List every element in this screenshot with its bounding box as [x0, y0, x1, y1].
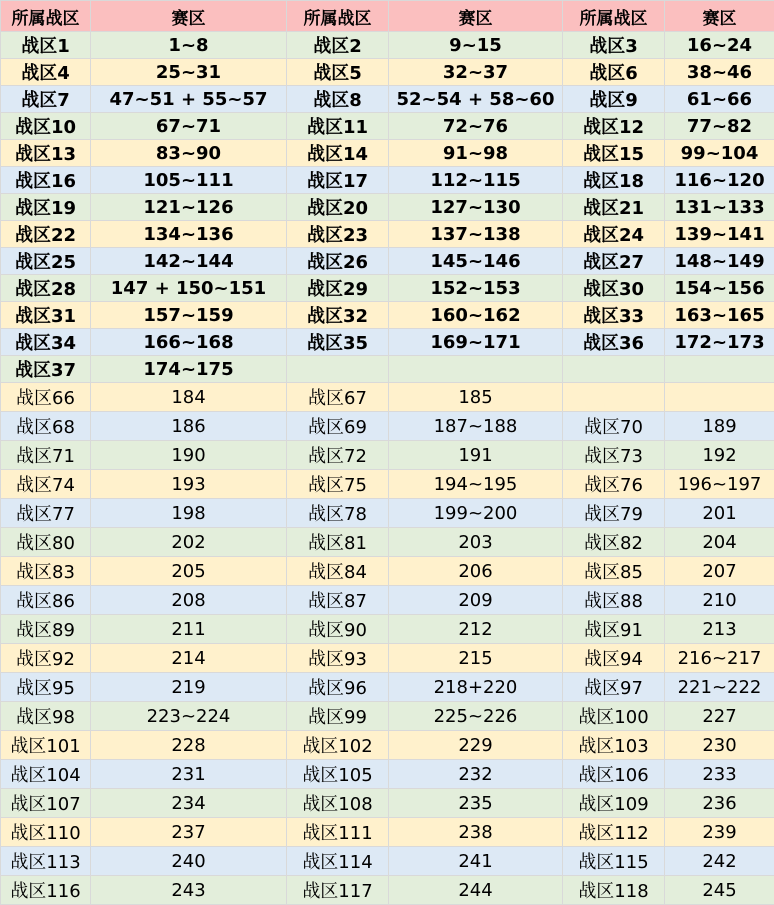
zone-cell: 战区71	[1, 441, 91, 470]
zone-cell: 战区83	[1, 557, 91, 586]
division-cell: 160~162	[389, 302, 563, 329]
zone-cell: 战区100	[563, 702, 665, 731]
header-row	[1, 1, 774, 32]
zone-cell: 战区91	[563, 615, 665, 644]
zone-cell: 战区113	[1, 847, 91, 876]
zone-cell: 战区75	[287, 470, 389, 499]
division-cell: 205	[91, 557, 287, 586]
zone-cell: 战区89	[1, 615, 91, 644]
table-row	[1, 113, 774, 140]
zone-cell: 战区17	[287, 167, 389, 194]
division-cell: 245	[665, 876, 774, 905]
table-row	[1, 140, 774, 167]
zone-cell: 战区12	[563, 113, 665, 140]
zone-cell: 战区116	[1, 876, 91, 905]
zone-cell: 战区31	[1, 302, 91, 329]
table-row	[1, 644, 774, 673]
zone-cell: 战区13	[1, 140, 91, 167]
division-cell: 238	[389, 818, 563, 847]
zone-cell	[563, 383, 665, 412]
zone-cell: 战区24	[563, 221, 665, 248]
division-cell: 152~153	[389, 275, 563, 302]
header-division: 赛区	[91, 1, 287, 32]
division-cell: 236	[665, 789, 774, 818]
zone-cell: 战区7	[1, 86, 91, 113]
zone-cell: 战区114	[287, 847, 389, 876]
zone-cell: 战区37	[1, 356, 91, 383]
zone-cell	[563, 356, 665, 383]
division-cell: 91~98	[389, 140, 563, 167]
table-row	[1, 86, 774, 113]
division-cell: 169~171	[389, 329, 563, 356]
zone-cell: 战区90	[287, 615, 389, 644]
division-cell: 142~144	[91, 248, 287, 275]
division-cell: 186	[91, 412, 287, 441]
zone-cell: 战区103	[563, 731, 665, 760]
zone-cell: 战区87	[287, 586, 389, 615]
table-row	[1, 441, 774, 470]
zone-cell: 战区14	[287, 140, 389, 167]
division-cell: 16~24	[665, 32, 774, 59]
table-row	[1, 615, 774, 644]
zone-cell: 战区19	[1, 194, 91, 221]
zone-cell: 战区27	[563, 248, 665, 275]
table-body	[1, 32, 774, 905]
division-cell: 244	[389, 876, 563, 905]
zone-cell: 战区110	[1, 818, 91, 847]
division-cell: 228	[91, 731, 287, 760]
division-cell: 221~222	[665, 673, 774, 702]
header-division: 赛区	[389, 1, 563, 32]
zone-cell: 战区85	[563, 557, 665, 586]
division-cell: 47~51 + 55~57	[91, 86, 287, 113]
zone-cell: 战区67	[287, 383, 389, 412]
table-row	[1, 760, 774, 789]
table-row	[1, 586, 774, 615]
zone-cell: 战区104	[1, 760, 91, 789]
division-cell: 61~66	[665, 86, 774, 113]
zone-cell: 战区4	[1, 59, 91, 86]
zone-cell: 战区30	[563, 275, 665, 302]
division-cell: 174~175	[91, 356, 287, 383]
zone-cell: 战区28	[1, 275, 91, 302]
division-cell: 154~156	[665, 275, 774, 302]
zone-cell: 战区92	[1, 644, 91, 673]
zone-cell: 战区26	[287, 248, 389, 275]
table-row	[1, 702, 774, 731]
table-row	[1, 383, 774, 412]
division-cell: 172~173	[665, 329, 774, 356]
zone-cell: 战区22	[1, 221, 91, 248]
zone-cell: 战区101	[1, 731, 91, 760]
division-cell: 187~188	[389, 412, 563, 441]
header-zone: 所属战区	[1, 1, 91, 32]
division-cell: 206	[389, 557, 563, 586]
division-cell: 193	[91, 470, 287, 499]
division-cell: 223~224	[91, 702, 287, 731]
zone-cell: 战区97	[563, 673, 665, 702]
division-cell: 208	[91, 586, 287, 615]
division-cell: 1~8	[91, 32, 287, 59]
division-cell: 215	[389, 644, 563, 673]
zone-cell: 战区18	[563, 167, 665, 194]
division-cell: 145~146	[389, 248, 563, 275]
zone-cell: 战区99	[287, 702, 389, 731]
division-cell: 134~136	[91, 221, 287, 248]
division-cell: 240	[91, 847, 287, 876]
division-cell: 38~46	[665, 59, 774, 86]
division-cell: 210	[665, 586, 774, 615]
division-cell: 231	[91, 760, 287, 789]
table-row	[1, 194, 774, 221]
division-cell: 52~54 + 58~60	[389, 86, 563, 113]
zone-cell: 战区80	[1, 528, 91, 557]
division-cell: 235	[389, 789, 563, 818]
table-row	[1, 673, 774, 702]
zone-cell: 战区1	[1, 32, 91, 59]
table-row	[1, 499, 774, 528]
division-cell: 237	[91, 818, 287, 847]
zone-cell: 战区77	[1, 499, 91, 528]
division-cell: 218+220	[389, 673, 563, 702]
zone-cell: 战区10	[1, 113, 91, 140]
table-row	[1, 221, 774, 248]
division-cell: 131~133	[665, 194, 774, 221]
zone-cell: 战区74	[1, 470, 91, 499]
division-cell: 241	[389, 847, 563, 876]
division-cell: 192	[665, 441, 774, 470]
division-cell: 201	[665, 499, 774, 528]
zone-cell: 战区2	[287, 32, 389, 59]
division-cell: 184	[91, 383, 287, 412]
table-row	[1, 32, 774, 59]
zone-cell: 战区109	[563, 789, 665, 818]
zone-cell: 战区6	[563, 59, 665, 86]
division-cell: 116~120	[665, 167, 774, 194]
zone-cell: 战区11	[287, 113, 389, 140]
zone-cell: 战区106	[563, 760, 665, 789]
zone-cell: 战区68	[1, 412, 91, 441]
division-cell: 243	[91, 876, 287, 905]
zone-cell: 战区94	[563, 644, 665, 673]
division-cell: 121~126	[91, 194, 287, 221]
zone-cell: 战区21	[563, 194, 665, 221]
zone-cell: 战区69	[287, 412, 389, 441]
division-cell: 242	[665, 847, 774, 876]
division-cell: 234	[91, 789, 287, 818]
division-cell: 194~195	[389, 470, 563, 499]
zone-cell: 战区9	[563, 86, 665, 113]
division-cell: 185	[389, 383, 563, 412]
zone-cell: 战区5	[287, 59, 389, 86]
zone-cell: 战区88	[563, 586, 665, 615]
division-cell: 209	[389, 586, 563, 615]
table-row	[1, 329, 774, 356]
table-row	[1, 789, 774, 818]
division-cell: 166~168	[91, 329, 287, 356]
division-cell: 163~165	[665, 302, 774, 329]
division-cell: 147 + 150~151	[91, 275, 287, 302]
table-row	[1, 470, 774, 499]
zone-cell: 战区72	[287, 441, 389, 470]
zone-cell: 战区25	[1, 248, 91, 275]
zone-cell: 战区95	[1, 673, 91, 702]
division-cell: 232	[389, 760, 563, 789]
division-cell: 148~149	[665, 248, 774, 275]
zone-cell: 战区105	[287, 760, 389, 789]
zone-cell: 战区8	[287, 86, 389, 113]
division-cell: 191	[389, 441, 563, 470]
table-row	[1, 167, 774, 194]
header-division: 赛区	[665, 1, 774, 32]
zone-cell: 战区3	[563, 32, 665, 59]
table-row	[1, 275, 774, 302]
header-zone: 所属战区	[287, 1, 389, 32]
division-cell: 229	[389, 731, 563, 760]
zone-cell: 战区70	[563, 412, 665, 441]
division-cell: 189	[665, 412, 774, 441]
zone-cell: 战区111	[287, 818, 389, 847]
zone-cell: 战区78	[287, 499, 389, 528]
table-row	[1, 818, 774, 847]
division-cell: 137~138	[389, 221, 563, 248]
zone-cell: 战区76	[563, 470, 665, 499]
division-cell: 199~200	[389, 499, 563, 528]
division-cell: 204	[665, 528, 774, 557]
zone-cell: 战区82	[563, 528, 665, 557]
table-row	[1, 356, 774, 383]
division-cell: 213	[665, 615, 774, 644]
division-cell: 225~226	[389, 702, 563, 731]
division-cell: 72~76	[389, 113, 563, 140]
division-cell: 77~82	[665, 113, 774, 140]
zone-cell: 战区107	[1, 789, 91, 818]
division-cell: 202	[91, 528, 287, 557]
division-cell	[665, 356, 774, 383]
division-cell	[665, 383, 774, 412]
zone-cell: 战区66	[1, 383, 91, 412]
zone-cell: 战区20	[287, 194, 389, 221]
division-cell: 25~31	[91, 59, 287, 86]
zone-cell: 战区118	[563, 876, 665, 905]
division-cell: 99~104	[665, 140, 774, 167]
division-cell: 127~130	[389, 194, 563, 221]
zone-cell: 战区84	[287, 557, 389, 586]
zone-cell: 战区16	[1, 167, 91, 194]
zone-cell: 战区34	[1, 329, 91, 356]
division-cell: 190	[91, 441, 287, 470]
division-cell: 9~15	[389, 32, 563, 59]
zone-cell	[287, 356, 389, 383]
division-cell: 239	[665, 818, 774, 847]
division-cell: 83~90	[91, 140, 287, 167]
division-cell: 32~37	[389, 59, 563, 86]
division-cell: 214	[91, 644, 287, 673]
division-cell: 211	[91, 615, 287, 644]
division-cell: 67~71	[91, 113, 287, 140]
zone-cell: 战区112	[563, 818, 665, 847]
division-cell: 196~197	[665, 470, 774, 499]
division-cell: 233	[665, 760, 774, 789]
table-row	[1, 557, 774, 586]
division-cell: 112~115	[389, 167, 563, 194]
zone-cell: 战区115	[563, 847, 665, 876]
header-zone: 所属战区	[563, 1, 665, 32]
zone-cell: 战区81	[287, 528, 389, 557]
division-cell: 207	[665, 557, 774, 586]
table-row	[1, 248, 774, 275]
table-row	[1, 731, 774, 760]
zone-cell: 战区79	[563, 499, 665, 528]
zone-cell: 战区32	[287, 302, 389, 329]
division-cell	[389, 356, 563, 383]
zone-cell: 战区73	[563, 441, 665, 470]
zone-cell: 战区117	[287, 876, 389, 905]
zone-cell: 战区93	[287, 644, 389, 673]
division-cell: 216~217	[665, 644, 774, 673]
zone-cell: 战区29	[287, 275, 389, 302]
division-cell: 230	[665, 731, 774, 760]
zone-cell: 战区36	[563, 329, 665, 356]
table-row	[1, 847, 774, 876]
division-cell: 139~141	[665, 221, 774, 248]
zone-cell: 战区23	[287, 221, 389, 248]
table-row	[1, 412, 774, 441]
division-cell: 198	[91, 499, 287, 528]
table-row	[1, 302, 774, 329]
division-cell: 227	[665, 702, 774, 731]
zone-cell: 战区15	[563, 140, 665, 167]
division-cell: 157~159	[91, 302, 287, 329]
zone-cell: 战区33	[563, 302, 665, 329]
division-cell: 212	[389, 615, 563, 644]
zone-cell: 战区86	[1, 586, 91, 615]
division-cell: 105~111	[91, 167, 287, 194]
division-cell: 219	[91, 673, 287, 702]
division-cell: 203	[389, 528, 563, 557]
zone-cell: 战区102	[287, 731, 389, 760]
zone-cell: 战区98	[1, 702, 91, 731]
table-row	[1, 528, 774, 557]
table-row	[1, 59, 774, 86]
zone-cell: 战区35	[287, 329, 389, 356]
zone-cell: 战区108	[287, 789, 389, 818]
table-row	[1, 876, 774, 905]
zone-cell: 战区96	[287, 673, 389, 702]
